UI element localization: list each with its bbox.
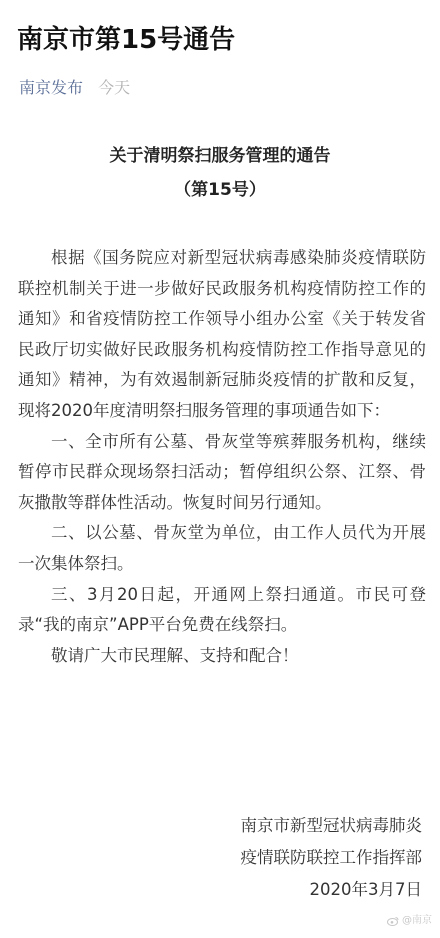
article-meta xyxy=(19,76,130,100)
author-link[interactable]: 南京发布 xyxy=(19,78,84,97)
paragraph-item-3: 三、3月20日起，开通网上祭扫通道。市民可登录“我的南京”APP平台免费在线祭扫。 xyxy=(18,584,426,635)
article-body xyxy=(18,243,426,671)
notice-number: （第15号） xyxy=(174,180,266,200)
paragraph-item-1: 一、全市所有公墓、骨灰堂等殡葬服务机构，继续暂停市民群众现场祭扫活动；暂停组织公祭、江祭、骨灰撒散等群体性活动。恢复时间另行通知。 xyxy=(18,431,426,512)
watermark xyxy=(387,914,432,928)
signature-line-1: 南京市新型冠状病毒肺炎 xyxy=(240,816,422,835)
publish-date: 今天 xyxy=(98,78,131,97)
signature-line-2: 疫情联防联控工作指挥部 xyxy=(240,848,422,867)
paragraph-item-2: 二、以公墓、骨灰堂为单位，由工作人员代为开展一次集体祭扫。 xyxy=(18,523,426,573)
signature-date: 2020年3月7日 xyxy=(309,880,422,899)
watermark-text: @南京 xyxy=(402,915,432,926)
weibo-icon xyxy=(387,916,399,926)
article-title: 南京市第15号通告 xyxy=(17,25,236,55)
notice-title: 关于清明祭扫服务管理的通告 xyxy=(109,146,331,166)
paragraph-intro: 根据《国务院应对新型冠状病毒感染肺炎疫情联防联控机制关于进一步做好民政服务机构疫情防控工作的通知》和省疫情防控工作领导小组办公室《关于转发省民政厅切实做好民政服务机构疫情防控工作指导意见的通知》精神，为有效遏制新冠肺炎疫情的扩散和反复，现将2020年度清明祭扫服务管理的事项通告如下： xyxy=(18,248,426,420)
paragraph-closing: 敬请广大市民理解、支持和配合！ xyxy=(51,645,299,665)
